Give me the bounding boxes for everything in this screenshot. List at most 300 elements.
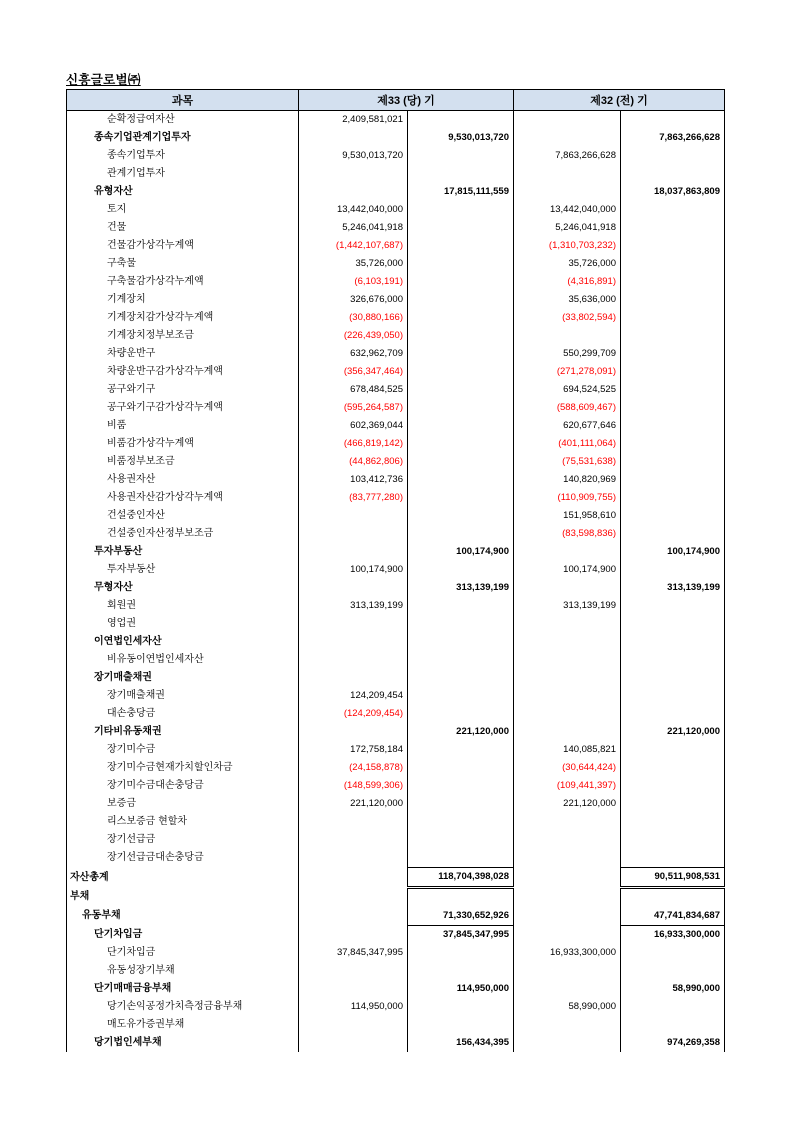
amount-cell: (24,158,878) bbox=[299, 759, 408, 777]
amount-cell bbox=[299, 507, 408, 525]
column-header-previous-period: 제32 (전) 기 bbox=[514, 90, 725, 111]
amount-cell bbox=[621, 453, 725, 471]
amount-cell: 7,863,266,628 bbox=[514, 147, 621, 165]
amount-cell: (33,802,594) bbox=[514, 309, 621, 327]
amount-cell bbox=[408, 453, 514, 471]
amount-cell: 550,299,709 bbox=[514, 345, 621, 363]
company-title: 신흥글로벌㈜ bbox=[66, 73, 141, 87]
amount-cell bbox=[514, 705, 621, 723]
amount-cell: (124,209,454) bbox=[299, 705, 408, 723]
account-cell: 관계기업투자 bbox=[67, 165, 299, 183]
table-row bbox=[67, 237, 725, 255]
account-cell: 공구와기구 bbox=[67, 381, 299, 399]
table-row bbox=[67, 669, 725, 687]
amount-cell bbox=[514, 813, 621, 831]
account-cell: 종속기업관계기업투자 bbox=[67, 129, 299, 147]
amount-cell bbox=[621, 507, 725, 525]
amount-cell bbox=[408, 759, 514, 777]
table-row bbox=[67, 962, 725, 980]
amount-cell bbox=[408, 255, 514, 273]
header-row bbox=[67, 90, 725, 111]
amount-cell: 678,484,525 bbox=[299, 381, 408, 399]
account-cell: 자산총계 bbox=[67, 868, 299, 888]
amount-cell bbox=[408, 849, 514, 868]
amount-cell bbox=[408, 615, 514, 633]
account-cell: 리스보증금 현할차 bbox=[67, 813, 299, 831]
amount-cell bbox=[408, 507, 514, 525]
amount-cell bbox=[408, 489, 514, 507]
column-header-current-period: 제33 (당) 기 bbox=[299, 90, 514, 111]
table-row bbox=[67, 201, 725, 219]
table-row bbox=[67, 489, 725, 507]
amount-cell bbox=[621, 615, 725, 633]
table-row bbox=[67, 705, 725, 723]
amount-cell: 2,409,581,021 bbox=[299, 111, 408, 130]
table-row bbox=[67, 345, 725, 363]
amount-cell bbox=[621, 237, 725, 255]
amount-cell bbox=[408, 962, 514, 980]
amount-cell: 221,120,000 bbox=[514, 795, 621, 813]
table-row bbox=[67, 471, 725, 489]
amount-cell bbox=[299, 980, 408, 998]
amount-cell bbox=[514, 111, 621, 130]
table-row bbox=[67, 597, 725, 615]
table-row bbox=[67, 363, 725, 381]
account-cell: 장기매출채권 bbox=[67, 669, 299, 687]
amount-cell bbox=[408, 345, 514, 363]
account-cell: 장기선급금대손충당금 bbox=[67, 849, 299, 868]
account-cell: 사용권자산감가상각누계액 bbox=[67, 489, 299, 507]
account-cell: 장기선급금 bbox=[67, 831, 299, 849]
account-cell: 이연법인세자산 bbox=[67, 633, 299, 651]
account-cell: 장기매출채권 bbox=[67, 687, 299, 705]
table-row bbox=[67, 525, 725, 543]
amount-cell: 9,530,013,720 bbox=[299, 147, 408, 165]
account-cell: 유동부채 bbox=[67, 907, 299, 926]
amount-cell bbox=[408, 327, 514, 345]
table-row bbox=[67, 399, 725, 417]
table-row bbox=[67, 795, 725, 813]
amount-cell bbox=[408, 777, 514, 795]
amount-cell: 90,511,908,531 bbox=[621, 868, 725, 888]
amount-cell bbox=[299, 579, 408, 597]
amount-cell: 103,412,736 bbox=[299, 471, 408, 489]
amount-cell: 602,369,044 bbox=[299, 417, 408, 435]
amount-cell bbox=[514, 723, 621, 741]
amount-cell: 124,209,454 bbox=[299, 687, 408, 705]
amount-cell bbox=[514, 888, 621, 908]
table-row bbox=[67, 579, 725, 597]
account-cell: 투자부동산 bbox=[67, 561, 299, 579]
account-cell: 단기차입금 bbox=[67, 944, 299, 962]
account-cell: 보증금 bbox=[67, 795, 299, 813]
table-row bbox=[67, 868, 725, 888]
amount-cell: 35,726,000 bbox=[299, 255, 408, 273]
table-row bbox=[67, 813, 725, 831]
account-cell: 토지 bbox=[67, 201, 299, 219]
account-cell: 구축물 bbox=[67, 255, 299, 273]
amount-cell: 100,174,900 bbox=[514, 561, 621, 579]
table-body bbox=[67, 111, 725, 1053]
amount-cell bbox=[408, 795, 514, 813]
amount-cell: 151,958,610 bbox=[514, 507, 621, 525]
amount-cell bbox=[408, 813, 514, 831]
account-cell: 단기매매금융부채 bbox=[67, 980, 299, 998]
table-row bbox=[67, 219, 725, 237]
table-row bbox=[67, 165, 725, 183]
account-cell: 단기차입금 bbox=[67, 926, 299, 945]
amount-cell bbox=[621, 147, 725, 165]
amount-cell bbox=[408, 888, 514, 908]
amount-cell bbox=[408, 219, 514, 237]
amount-cell: (83,777,280) bbox=[299, 489, 408, 507]
amount-cell bbox=[621, 489, 725, 507]
amount-cell bbox=[299, 1034, 408, 1052]
amount-cell bbox=[408, 417, 514, 435]
account-cell: 기타비유동채권 bbox=[67, 723, 299, 741]
table-row bbox=[67, 417, 725, 435]
amount-cell bbox=[408, 944, 514, 962]
amount-cell bbox=[299, 813, 408, 831]
amount-cell bbox=[514, 651, 621, 669]
amount-cell: 35,636,000 bbox=[514, 291, 621, 309]
amount-cell bbox=[299, 183, 408, 201]
amount-cell bbox=[514, 962, 621, 980]
amount-cell bbox=[408, 399, 514, 417]
amount-cell bbox=[299, 926, 408, 945]
amount-cell bbox=[408, 525, 514, 543]
table-row bbox=[67, 888, 725, 908]
table-row bbox=[67, 561, 725, 579]
amount-cell bbox=[621, 309, 725, 327]
amount-cell: 100,174,900 bbox=[621, 543, 725, 561]
amount-cell bbox=[408, 147, 514, 165]
amount-cell: 58,990,000 bbox=[621, 980, 725, 998]
amount-cell bbox=[514, 183, 621, 201]
table-row bbox=[67, 849, 725, 868]
table-row bbox=[67, 1016, 725, 1034]
amount-cell bbox=[514, 926, 621, 945]
table-row bbox=[67, 651, 725, 669]
amount-cell: 100,174,900 bbox=[299, 561, 408, 579]
account-cell: 매도유가증권부채 bbox=[67, 1016, 299, 1034]
amount-cell: (44,862,806) bbox=[299, 453, 408, 471]
amount-cell bbox=[514, 129, 621, 147]
table-row bbox=[67, 831, 725, 849]
table-row bbox=[67, 980, 725, 998]
amount-cell: 100,174,900 bbox=[408, 543, 514, 561]
amount-cell: (30,880,166) bbox=[299, 309, 408, 327]
amount-cell: 313,139,199 bbox=[299, 597, 408, 615]
amount-cell: 35,726,000 bbox=[514, 255, 621, 273]
amount-cell: (148,599,306) bbox=[299, 777, 408, 795]
amount-cell: 118,704,398,028 bbox=[408, 868, 514, 888]
amount-cell bbox=[408, 291, 514, 309]
account-cell: 건설중인자산정부보조금 bbox=[67, 525, 299, 543]
amount-cell bbox=[299, 723, 408, 741]
table-row bbox=[67, 998, 725, 1016]
table-row bbox=[67, 944, 725, 962]
amount-cell bbox=[621, 888, 725, 908]
amount-cell bbox=[299, 651, 408, 669]
amount-cell: (401,111,064) bbox=[514, 435, 621, 453]
table-row bbox=[67, 759, 725, 777]
amount-cell: (588,609,467) bbox=[514, 399, 621, 417]
table-row bbox=[67, 615, 725, 633]
amount-cell: 694,524,525 bbox=[514, 381, 621, 399]
account-cell: 장기미수금현재가치할인차금 bbox=[67, 759, 299, 777]
amount-cell: 974,269,358 bbox=[621, 1034, 725, 1052]
amount-cell: 313,139,199 bbox=[621, 579, 725, 597]
amount-cell bbox=[408, 705, 514, 723]
amount-cell bbox=[514, 669, 621, 687]
amount-cell bbox=[514, 868, 621, 888]
amount-cell bbox=[621, 201, 725, 219]
amount-cell bbox=[514, 615, 621, 633]
account-cell: 종속기업투자 bbox=[67, 147, 299, 165]
account-cell: 건물감가상각누계액 bbox=[67, 237, 299, 255]
amount-cell: 71,330,652,926 bbox=[408, 907, 514, 926]
amount-cell: (110,909,755) bbox=[514, 489, 621, 507]
table-row bbox=[67, 723, 725, 741]
table-row bbox=[67, 255, 725, 273]
table-row bbox=[67, 926, 725, 945]
amount-cell bbox=[299, 831, 408, 849]
amount-cell bbox=[621, 363, 725, 381]
amount-cell bbox=[621, 219, 725, 237]
amount-cell bbox=[299, 669, 408, 687]
amount-cell bbox=[621, 759, 725, 777]
amount-cell: 156,434,395 bbox=[408, 1034, 514, 1052]
table-row bbox=[67, 543, 725, 561]
amount-cell bbox=[621, 705, 725, 723]
column-header-account: 과목 bbox=[67, 90, 299, 111]
amount-cell bbox=[514, 980, 621, 998]
amount-cell bbox=[514, 165, 621, 183]
amount-cell: 9,530,013,720 bbox=[408, 129, 514, 147]
amount-cell: 37,845,347,995 bbox=[299, 944, 408, 962]
amount-cell: (271,278,091) bbox=[514, 363, 621, 381]
amount-cell bbox=[299, 849, 408, 868]
account-cell: 기계장치 bbox=[67, 291, 299, 309]
amount-cell bbox=[621, 255, 725, 273]
table-row bbox=[67, 111, 725, 130]
amount-cell: 326,676,000 bbox=[299, 291, 408, 309]
amount-cell: 140,820,969 bbox=[514, 471, 621, 489]
account-cell: 유동성장기부채 bbox=[67, 962, 299, 980]
amount-cell bbox=[514, 831, 621, 849]
amount-cell bbox=[514, 1016, 621, 1034]
amount-cell bbox=[514, 327, 621, 345]
amount-cell bbox=[408, 687, 514, 705]
amount-cell: (30,644,424) bbox=[514, 759, 621, 777]
amount-cell: 114,950,000 bbox=[408, 980, 514, 998]
account-cell: 건물 bbox=[67, 219, 299, 237]
amount-cell bbox=[299, 962, 408, 980]
amount-cell: (109,441,397) bbox=[514, 777, 621, 795]
amount-cell bbox=[514, 849, 621, 868]
amount-cell bbox=[514, 1034, 621, 1052]
amount-cell bbox=[621, 381, 725, 399]
table-row bbox=[67, 687, 725, 705]
amount-cell: (6,103,191) bbox=[299, 273, 408, 291]
amount-cell bbox=[621, 669, 725, 687]
amount-cell bbox=[621, 525, 725, 543]
amount-cell bbox=[408, 165, 514, 183]
amount-cell bbox=[299, 525, 408, 543]
amount-cell bbox=[621, 741, 725, 759]
amount-cell: (83,598,836) bbox=[514, 525, 621, 543]
amount-cell: 47,741,834,687 bbox=[621, 907, 725, 926]
amount-cell bbox=[621, 417, 725, 435]
amount-cell bbox=[408, 237, 514, 255]
amount-cell bbox=[621, 944, 725, 962]
amount-cell: 16,933,300,000 bbox=[621, 926, 725, 945]
account-cell: 당기법인세부채 bbox=[67, 1034, 299, 1052]
amount-cell bbox=[408, 111, 514, 130]
amount-cell: (1,310,703,232) bbox=[514, 237, 621, 255]
amount-cell bbox=[621, 687, 725, 705]
table-row bbox=[67, 129, 725, 147]
amount-cell bbox=[621, 849, 725, 868]
amount-cell bbox=[408, 831, 514, 849]
amount-cell bbox=[621, 435, 725, 453]
amount-cell bbox=[621, 831, 725, 849]
amount-cell: 5,246,041,918 bbox=[299, 219, 408, 237]
amount-cell: 13,442,040,000 bbox=[299, 201, 408, 219]
amount-cell bbox=[621, 962, 725, 980]
amount-cell bbox=[408, 471, 514, 489]
account-cell: 영업권 bbox=[67, 615, 299, 633]
amount-cell: (4,316,891) bbox=[514, 273, 621, 291]
amount-cell bbox=[408, 669, 514, 687]
amount-cell: (356,347,464) bbox=[299, 363, 408, 381]
amount-cell: 18,037,863,809 bbox=[621, 183, 725, 201]
balance-sheet-table bbox=[66, 89, 725, 1052]
table-row bbox=[67, 381, 725, 399]
amount-cell bbox=[408, 651, 514, 669]
account-cell: 장기미수금대손충당금 bbox=[67, 777, 299, 795]
amount-cell bbox=[621, 633, 725, 651]
amount-cell bbox=[621, 327, 725, 345]
amount-cell: 632,962,709 bbox=[299, 345, 408, 363]
amount-cell: 221,120,000 bbox=[408, 723, 514, 741]
amount-cell bbox=[621, 1016, 725, 1034]
table-row bbox=[67, 907, 725, 926]
amount-cell bbox=[408, 363, 514, 381]
amount-cell bbox=[621, 998, 725, 1016]
amount-cell bbox=[621, 111, 725, 130]
table-row bbox=[67, 183, 725, 201]
amount-cell bbox=[299, 907, 408, 926]
amount-cell bbox=[621, 813, 725, 831]
account-cell: 무형자산 bbox=[67, 579, 299, 597]
table-row bbox=[67, 741, 725, 759]
account-cell: 유형자산 bbox=[67, 183, 299, 201]
amount-cell: 313,139,199 bbox=[408, 579, 514, 597]
amount-cell bbox=[621, 777, 725, 795]
amount-cell: (1,442,107,687) bbox=[299, 237, 408, 255]
amount-cell: 221,120,000 bbox=[299, 795, 408, 813]
table-row bbox=[67, 273, 725, 291]
account-cell: 회원권 bbox=[67, 597, 299, 615]
table-row bbox=[67, 453, 725, 471]
amount-cell bbox=[514, 907, 621, 926]
amount-cell bbox=[408, 741, 514, 759]
amount-cell bbox=[408, 998, 514, 1016]
table-row bbox=[67, 1034, 725, 1052]
amount-cell bbox=[621, 795, 725, 813]
account-cell: 구축물감가상각누계액 bbox=[67, 273, 299, 291]
account-cell: 장기미수금 bbox=[67, 741, 299, 759]
account-cell: 부채 bbox=[67, 888, 299, 908]
amount-cell: 58,990,000 bbox=[514, 998, 621, 1016]
account-cell: 기계장치감가상각누계액 bbox=[67, 309, 299, 327]
amount-cell bbox=[408, 561, 514, 579]
amount-cell bbox=[621, 399, 725, 417]
amount-cell: (226,439,050) bbox=[299, 327, 408, 345]
account-cell: 비품감가상각누계액 bbox=[67, 435, 299, 453]
amount-cell bbox=[408, 273, 514, 291]
amount-cell bbox=[514, 579, 621, 597]
amount-cell bbox=[408, 597, 514, 615]
amount-cell bbox=[299, 129, 408, 147]
account-cell: 당기손익공정가치측정금융부채 bbox=[67, 998, 299, 1016]
account-cell: 대손충당금 bbox=[67, 705, 299, 723]
amount-cell bbox=[621, 273, 725, 291]
amount-cell bbox=[408, 309, 514, 327]
amount-cell: 620,677,646 bbox=[514, 417, 621, 435]
table-row bbox=[67, 147, 725, 165]
amount-cell bbox=[514, 633, 621, 651]
amount-cell: 221,120,000 bbox=[621, 723, 725, 741]
amount-cell: 5,246,041,918 bbox=[514, 219, 621, 237]
table-row bbox=[67, 327, 725, 345]
amount-cell bbox=[621, 597, 725, 615]
amount-cell: (75,531,638) bbox=[514, 453, 621, 471]
account-cell: 사용권자산 bbox=[67, 471, 299, 489]
account-cell: 공구와기구감가상각누계액 bbox=[67, 399, 299, 417]
amount-cell bbox=[299, 615, 408, 633]
amount-cell: 17,815,111,559 bbox=[408, 183, 514, 201]
amount-cell: 114,950,000 bbox=[299, 998, 408, 1016]
amount-cell bbox=[408, 1016, 514, 1034]
amount-cell bbox=[621, 651, 725, 669]
amount-cell: 37,845,347,995 bbox=[408, 926, 514, 945]
amount-cell: 13,442,040,000 bbox=[514, 201, 621, 219]
amount-cell bbox=[299, 888, 408, 908]
account-cell: 차량운반구감가상각누계액 bbox=[67, 363, 299, 381]
amount-cell: (466,819,142) bbox=[299, 435, 408, 453]
amount-cell bbox=[408, 381, 514, 399]
amount-cell bbox=[621, 345, 725, 363]
amount-cell bbox=[621, 471, 725, 489]
amount-cell bbox=[299, 633, 408, 651]
account-cell: 기계장치정부보조금 bbox=[67, 327, 299, 345]
amount-cell bbox=[299, 1016, 408, 1034]
account-cell: 순확정급여자산 bbox=[67, 111, 299, 130]
amount-cell bbox=[621, 291, 725, 309]
account-cell: 차량운반구 bbox=[67, 345, 299, 363]
amount-cell: 140,085,821 bbox=[514, 741, 621, 759]
amount-cell bbox=[408, 435, 514, 453]
amount-cell bbox=[299, 165, 408, 183]
amount-cell: (595,264,587) bbox=[299, 399, 408, 417]
account-cell: 비품정부보조금 bbox=[67, 453, 299, 471]
amount-cell bbox=[299, 543, 408, 561]
table-row bbox=[67, 435, 725, 453]
table-row bbox=[67, 777, 725, 795]
